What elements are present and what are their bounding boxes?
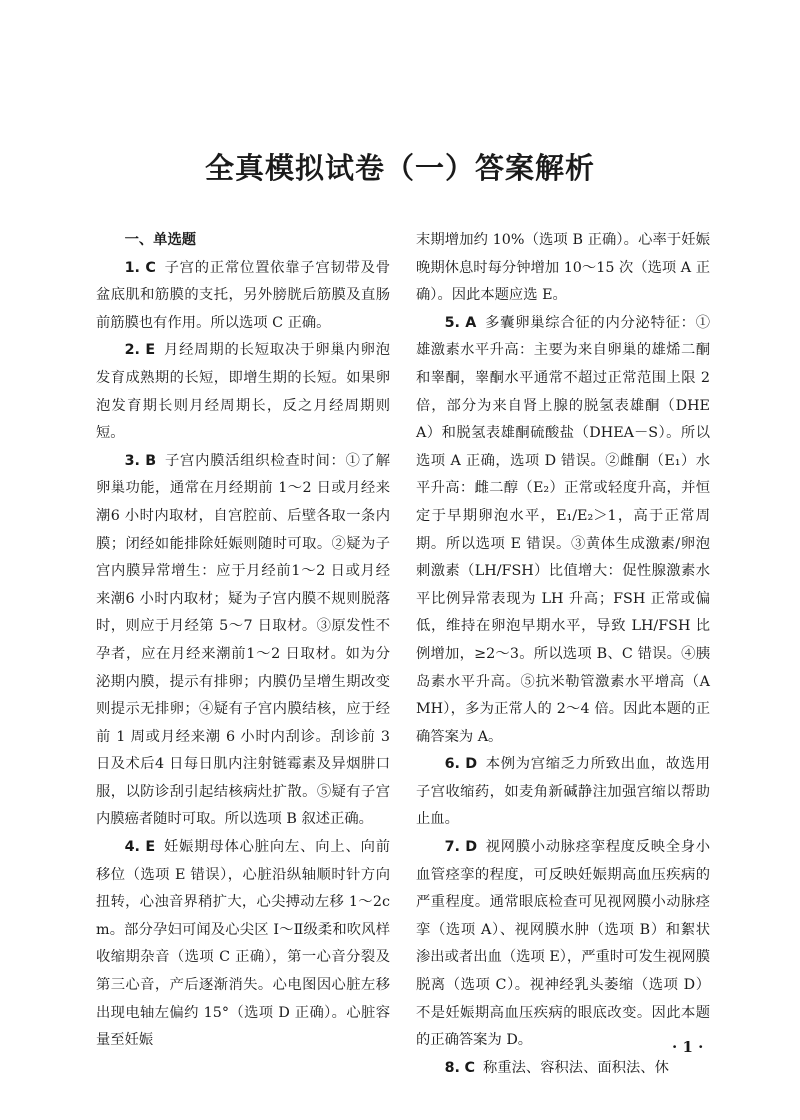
question-number: 3. [124, 452, 140, 469]
answer-letter: A [465, 314, 477, 331]
answer-item [96, 337, 390, 447]
answer-item [96, 255, 390, 338]
answer-text: 多囊卵巢综合征的内分泌特征：①雄激素水平升高：主要为来自卵巢的雄烯二酮和睾酮，睾酮水平通常不超过正常范围上限 2 倍，部分为来自肾上腺的脱氢表雄酮（DHEA）和脱氢表雄酮硫酸盐（DHEA－S）。所以选项 A 正确，选项 D 错误。②雌酮（E₁）水平升高：雌二醇（E₂）正常或轻度升高，并恒定于早期卵泡水平，E₁/E₂＞1，高于正常周期。所以选项 E 错误。③黄体生成激素/卵泡刺激素（LH/FSH）比值增大：促性腺激素水平比例异常表现为 LH 升高；FSH 正常或偏低，维持在卵泡早期水平，导致 LH/FSH 比例增加，≥2～3。所以选项 B、C 错误。④胰岛素水平升高。⑤抗米勒管激素水平增高（AMH），多为正常人的 2～4 倍。因此本题的正确答案为 A。 [416, 314, 711, 745]
answer-item [416, 310, 710, 752]
question-number: 2. [124, 342, 140, 359]
answer-text: 妊娠期母体心脏向左、向上、向前移位（选项 E 错误），心脏沿纵轴顺时针方向扭转，心浊音界稍扩大，心尖搏动左移 1～2cm。部分孕妇可闻及心尖区 Ⅰ～Ⅱ级柔和吹风样收缩期杂音（选项 C 正确），第一心音分裂及第三心音，产后逐渐消失。心电图因心脏左移出现电轴左偏约 15°（选项 D 正确）。心脏容量至妊娠 [96, 839, 390, 1049]
answer-text: 子宫的正常位置依靠子宫韧带及骨盆底肌和筋膜的支托，另外膀胱后筋膜及直肠前筋膜也有作用。所以选项 C 正确。 [96, 259, 390, 331]
answer-item [416, 1055, 710, 1083]
question-number: 7. [444, 839, 460, 856]
answer-text: 子宫内膜活组织检查时间：①了解卵巢功能，通常在月经期前 1～2 日或月经来潮6 小时内取材，自宫腔前、后壁各取一条内膜；闭经如能排除妊娠则随时可取。②疑为子宫内膜异常增生：应于月经前1～2 日或月经来潮6 小时内取材；疑为子宫内膜不规则脱落时，则应于月经第 5～7 日取材。③原发性不孕者，应在月经来潮前1～2 日取材。如为分泌期内膜，提示有排卵；内膜仍呈增生期改变则提示无排卵；④疑有子宫内膜结核，应于经前 1 周或月经来潮 6 小时内刮诊。刮诊前 3 日及术后4 日每日肌内注射链霉素及异烟肼口服，以防诊刮引起结核病灶扩散。⑤疑有子宫内膜癌者随时可取。所以选项 B 叙述正确。 [96, 452, 391, 828]
answer-text: 称重法、容积法、面积法、休 [483, 1059, 669, 1076]
answer-letter: D [465, 839, 478, 856]
page-title: 全真模拟试卷（一）答案解析 [204, 151, 595, 185]
answer-letter: C [145, 259, 156, 276]
answer-item [416, 834, 710, 1055]
answer-letter: D [465, 756, 478, 773]
question-number: 4. [124, 839, 140, 856]
answer-letter: C [464, 1059, 476, 1076]
answer-item [416, 751, 710, 834]
answer-text: 月经周期的长短取决于卵巢内卵泡发育成熟期的长短，即增生期的长短。如果卵泡发育期长则月经周期长，反之月经周期则短。 [96, 342, 390, 442]
left-column [96, 227, 390, 1055]
answer-letter: E [145, 342, 156, 359]
answer-item [96, 448, 390, 834]
answer-text: 本例为宫缩乏力所致出血，故选用子宫收缩药，如麦角新碱静注加强宫缩以帮助止血。 [416, 756, 711, 828]
question-number: 8. [444, 1059, 460, 1076]
page-number: · 1 · [672, 1038, 704, 1056]
answer-text: 末期增加约 10%（选项 B 正确）。心率于妊娠晚期休息时每分钟增加 10～15 次（选项 A 正确）。因此本题应选 E。 [416, 232, 710, 304]
question-number: 1. [124, 259, 140, 276]
right-column [416, 227, 710, 1082]
answer-text: 视网膜小动脉痉挛程度反映全身小血管痉挛的程度，可反映妊娠期高血压疾病的严重程度。通常眼底检查可见视网膜小动脉痉挛（选项 A）、视网膜水肿（选项 B）和絮状渗出或者出血（选项 E），严重时可发生视网膜脱离（选项 C）。视神经乳头萎缩（选项 D）不是妊娠期高血压疾病的眼底改变。因此本题的正确答案为 D。 [416, 839, 711, 1049]
answer-letter: E [145, 839, 156, 856]
question-number: 6. [444, 756, 460, 773]
question-number: 5. [444, 314, 460, 331]
section-heading: 一、单选题 [124, 232, 197, 248]
answer-continuation [416, 227, 710, 310]
answer-letter: B [145, 452, 157, 469]
answer-item [96, 834, 390, 1055]
